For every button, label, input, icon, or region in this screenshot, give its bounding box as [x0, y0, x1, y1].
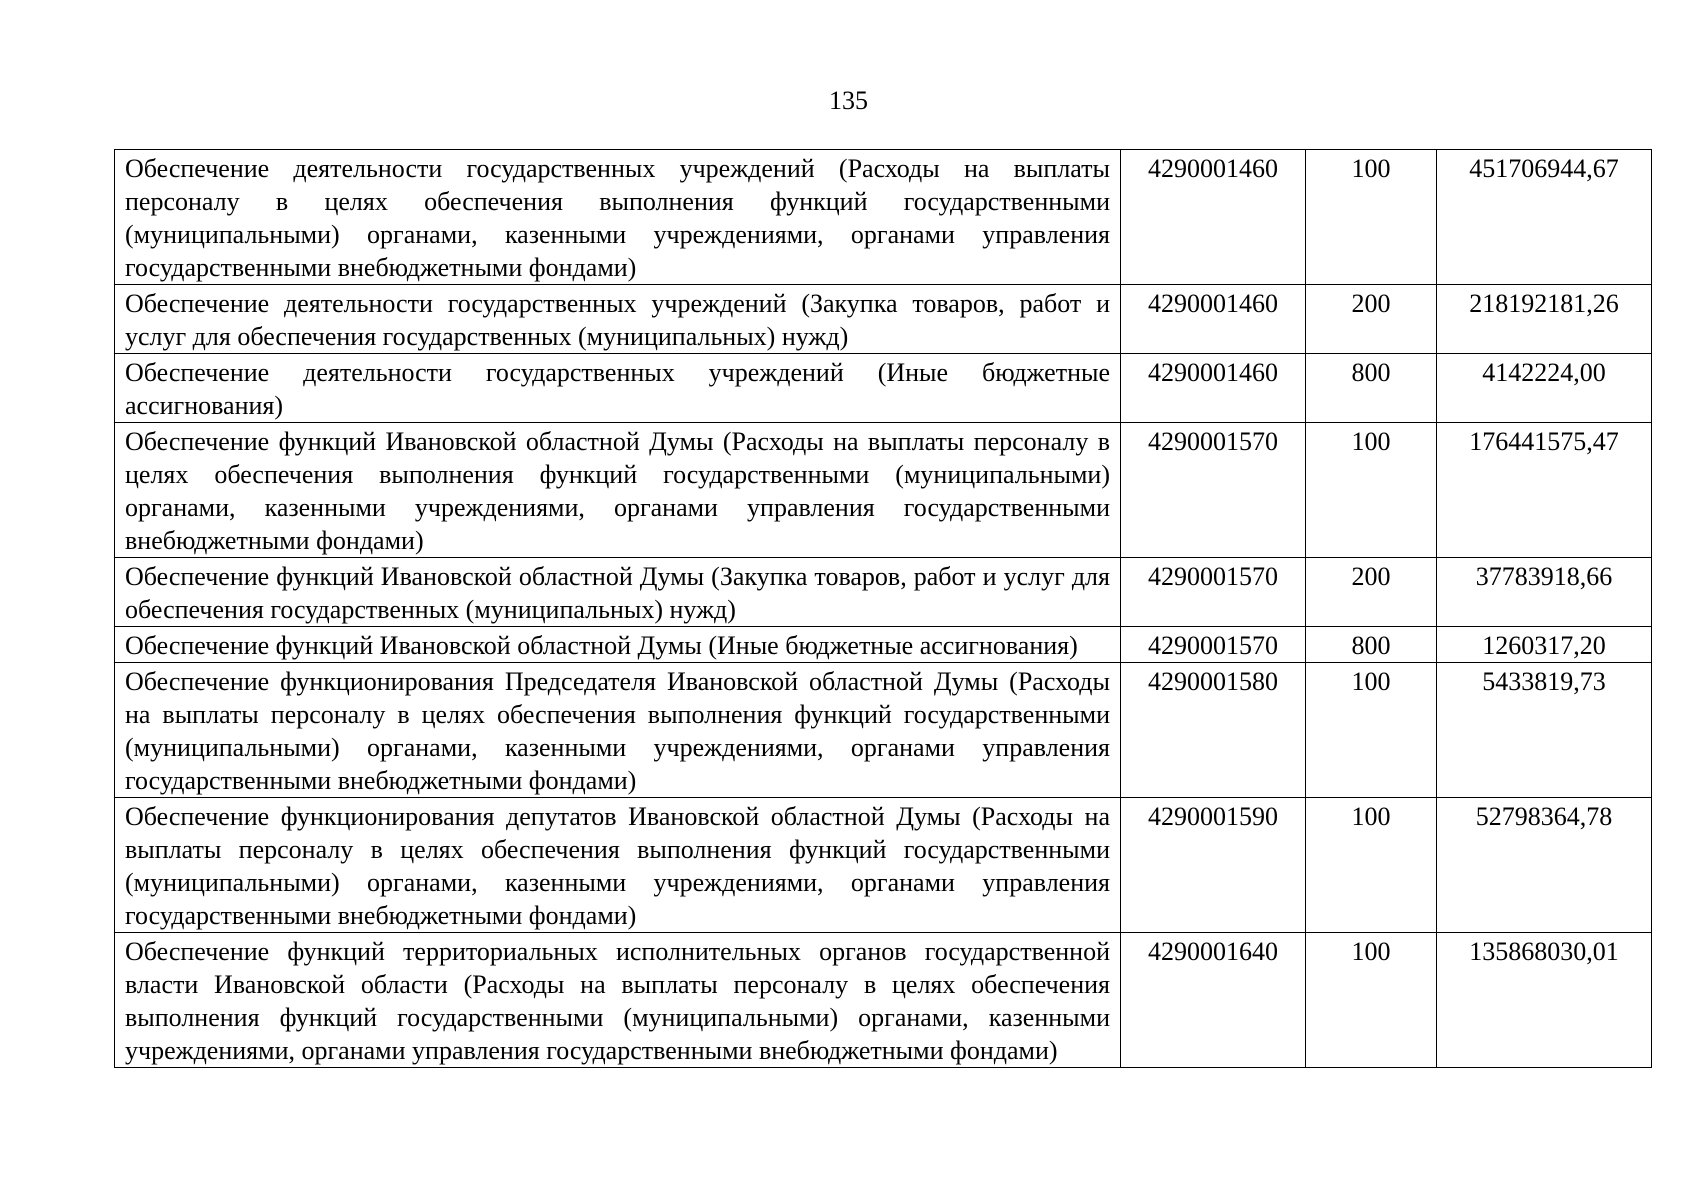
expense-name-cell: Обеспечение функций Ивановской областной Думы (Закупка товаров, работ и услуг для обеспечения государственных (муниципальных) нужд)	[115, 558, 1121, 627]
amount-cell: 37783918,66	[1437, 558, 1652, 627]
amount-cell: 218192181,26	[1437, 285, 1652, 354]
amount-cell: 5433819,73	[1437, 663, 1652, 798]
table-row	[115, 798, 1652, 933]
target-article-code-cell: 4290001580	[1121, 663, 1306, 798]
expense-name-cell: Обеспечение функций территориальных исполнительных органов государственной власти Ивановской области (Расходы на выплаты персоналу в целях обеспечения выполнения функций государственными (муниципальными) органами, казенными учреждениями, органами управления государственными внебюджетными фондами)	[115, 933, 1121, 1068]
budget-table	[114, 149, 1652, 1068]
expense-type-cell: 100	[1306, 150, 1437, 285]
expense-name-cell: Обеспечение деятельности государственных учреждений (Закупка товаров, работ и услуг для обеспечения государственных (муниципальных) нужд)	[115, 285, 1121, 354]
table-row	[115, 627, 1652, 663]
target-article-code-cell: 4290001590	[1121, 798, 1306, 933]
expense-type-cell: 100	[1306, 423, 1437, 558]
table-row	[115, 663, 1652, 798]
table-row	[115, 285, 1652, 354]
expense-type-cell: 100	[1306, 798, 1437, 933]
budget-table-body	[115, 150, 1652, 1068]
amount-cell: 176441575,47	[1437, 423, 1652, 558]
target-article-code-cell: 4290001570	[1121, 627, 1306, 663]
page-number: 135	[829, 86, 868, 115]
expense-type-cell: 800	[1306, 627, 1437, 663]
expense-name-cell: Обеспечение деятельности государственных учреждений (Иные бюджетные ассигнования)	[115, 354, 1121, 423]
target-article-code-cell: 4290001460	[1121, 354, 1306, 423]
table-row	[115, 933, 1652, 1068]
target-article-code-cell: 4290001640	[1121, 933, 1306, 1068]
table-row	[115, 354, 1652, 423]
amount-cell: 451706944,67	[1437, 150, 1652, 285]
target-article-code-cell: 4290001460	[1121, 150, 1306, 285]
expense-type-cell: 100	[1306, 933, 1437, 1068]
amount-cell: 52798364,78	[1437, 798, 1652, 933]
table-row	[115, 150, 1652, 285]
table-row	[115, 558, 1652, 627]
target-article-code-cell: 4290001570	[1121, 558, 1306, 627]
amount-cell: 1260317,20	[1437, 627, 1652, 663]
expense-name-cell: Обеспечение функций Ивановской областной Думы (Иные бюджетные ассигнования)	[115, 627, 1121, 663]
expense-type-cell: 800	[1306, 354, 1437, 423]
target-article-code-cell: 4290001460	[1121, 285, 1306, 354]
table-row	[115, 423, 1652, 558]
expense-name-cell: Обеспечение деятельности государственных учреждений (Расходы на выплаты персоналу в целях обеспечения выполнения функций государственными (муниципальными) органами, казенными учреждениями, органами управления государственными внебюджетными фондами)	[115, 150, 1121, 285]
expense-name-cell: Обеспечение функционирования Председателя Ивановской областной Думы (Расходы на выплаты персоналу в целях обеспечения выполнения функций государственными (муниципальными) органами, казенными учреждениями, органами управления государственными внебюджетными фондами)	[115, 663, 1121, 798]
target-article-code-cell: 4290001570	[1121, 423, 1306, 558]
expense-name-cell: Обеспечение функционирования депутатов Ивановской областной Думы (Расходы на выплаты персоналу в целях обеспечения выполнения функций государственными (муниципальными) органами, казенными учреждениями, органами управления государственными внебюджетными фондами)	[115, 798, 1121, 933]
expense-name-cell: Обеспечение функций Ивановской областной Думы (Расходы на выплаты персоналу в целях обеспечения выполнения функций государственными (муниципальными) органами, казенными учреждениями, органами управления государственными внебюджетными фондами)	[115, 423, 1121, 558]
expense-type-cell: 100	[1306, 663, 1437, 798]
amount-cell: 135868030,01	[1437, 933, 1652, 1068]
expense-type-cell: 200	[1306, 285, 1437, 354]
amount-cell: 4142224,00	[1437, 354, 1652, 423]
expense-type-cell: 200	[1306, 558, 1437, 627]
